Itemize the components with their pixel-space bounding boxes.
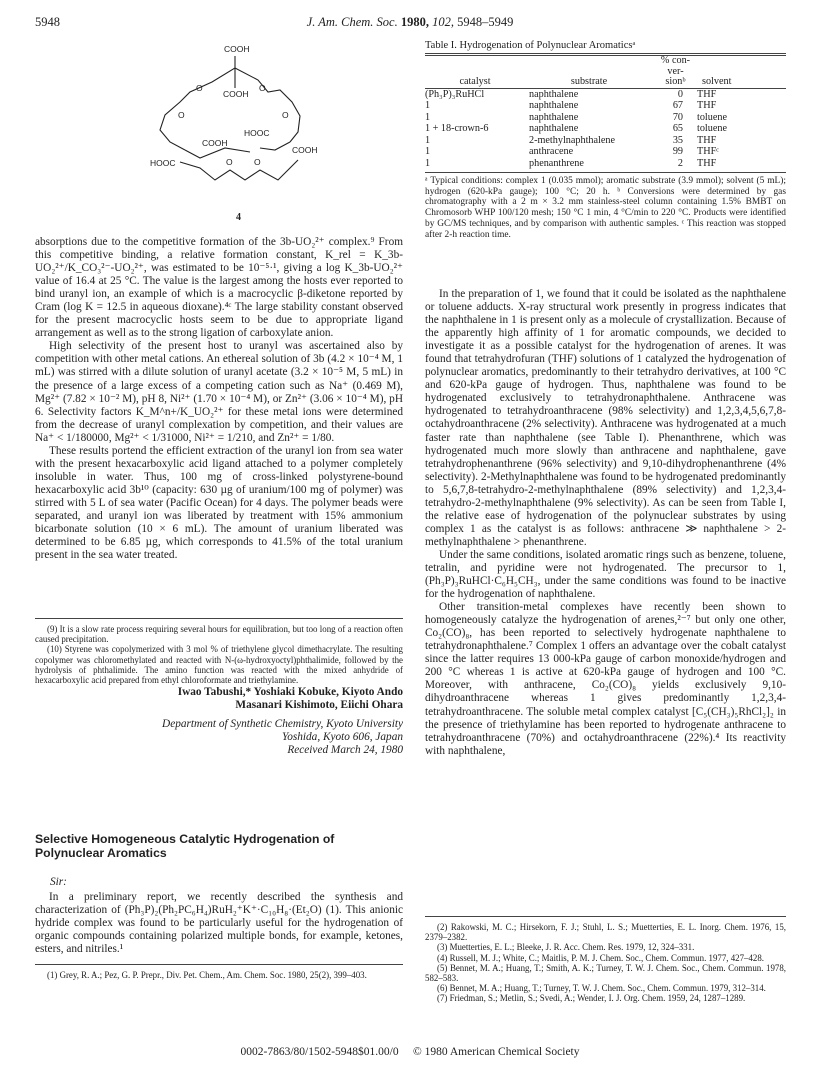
footnote: (7) Friedman, S.; Metlin, S.; Svedi, A.; Wender, I. J. Org. Chem. 1959, 24, 1287–1289. [437,993,746,1004]
col-header-substrate: substrate [570,75,608,87]
footnote: (9) It is a slow rate process requiring several hours for equilibration, but too long of a reaction often caused precipitation. [35,624,403,645]
right-column-body [425,288,786,758]
ether-o-3: O [178,110,185,120]
footnote-divider [35,618,403,619]
journal-volume: 102, [432,15,454,29]
cell-catalyst: 1 [425,111,431,123]
cell-solvent: THF [697,100,717,112]
cell-substrate: anthracene [529,146,574,158]
authors-line-1: Iwao Tabushi,* Yoshiaki Kobuke, Kiyoto Ando [177,686,403,698]
intro-paragraph: In a preliminary report, we recently described the synthesis and characterization of (Ph₃P)₂(Ph₂PC₆H₄)RuH₂⁺K⁺·C₁₀H₈·(Et₂O) (1). This anionic hydride complex was found to be particularly useful for the hydrogenation of organic compounds containing polarized multiple bonds, for example, ketones, esters, and nitriles.¹ [35,891,403,956]
cell-conversion: 99 [672,146,683,158]
paragraph: In the preparation of 1, we found that it could be isolated as the naphthalene or toluene adducts. X-ray structural work presently in progress indicates that the naphthalene in 1 is present only as a molecule of crystallization. Because of the apparently high affinity of 1 for aromatic compounds, we decided to investigate it as a possible catalyst for the hydrogenation of arenes. It was found that tetrahydrofuran (THF) solutions of 1 catalyzed the hydrogenation of polynuclear aromatics, predominantly to their tetrahydro derivatives, at 100 °C and 620-kPa gauge of hydrogen. Thus, naphthalene was found to be hydrogenated exclusively to tetrahydronaphthalene. Anthracene was hydrogenated to tetrahydroanthracene (98% selectivity) and 1,2,3,4,5,6,7,8-octahydroanthracene (2% selectivity). Anthracene was hydrogenated at a much faster rate than naphthalene (see Table I). Phenanthrene, which was hydrogenated much more slowly than anthracene and naphthalene, gave tetrahydrophenanthrene (96% selectivity) and 9,10-dihydrophenanthrene (4% selectivity). 2-Methylnaphthalene was found to be hydrogenated predominantly to 5,6,7,8-tetrahydro-2-methylnaphthalene (89% selectivity) and 1,2,3,4-tetrahydro-2-methylnaphthalene (9% selectivity). As can be seen from Table I, the relative ease of hydrogenation of the polynuclear substrates by using complex 1 as the catalyst is as follows: anthracene ≫ naphthalene > 2-methylnaphthalene > phenanthrene. [425,288,786,548]
cell-conversion: 65 [672,123,683,135]
cell-substrate: naphthalene [529,111,579,123]
left-footnotes [35,624,403,685]
ring-mid-bonds [185,148,250,158]
cell-catalyst: (Ph₃P)₃RuHCl [425,88,485,100]
ring-bottom-chain [180,160,298,180]
affiliation-line-1: Department of Synthetic Chemistry, Kyoto University [162,718,403,730]
footnote: (5) Bennet, M. A.; Huang, T.; Smith, A. K.; Turney, T. W. J. Chem. Soc., Chem. Commun. 1978, 582–583. [425,962,786,984]
col-header-conversion-line: ver- [667,65,684,77]
structure-label: 4 [236,212,241,223]
cell-catalyst: 1 [425,146,431,158]
cooh-right-label: COOH [292,145,318,155]
col-header-conversion-line: % con- [660,55,691,66]
page-footer [0,1046,820,1058]
table-row [425,135,786,147]
macrocycle-structure-4 [140,40,340,230]
table-1 [425,40,786,241]
journal-abbrev: J. Am. Chem. Soc. [306,15,398,29]
paragraph: Other transition-metal complexes have recently been shown to homogeneously catalyze the hydrogenation of arenes,²⁻⁷ but only one other, Co₂(CO)₈, has been reported to selectively hydrogenate naphthalene to tetrahydronaphthalene.⁷ Complex 1 offers an advantage over the cobalt catalyst since the latter requires 13 000-kPa gauge of carbon monoxide/hydrogen and 200 °C whereas 1 is active at 620-kPa gauge of hydrogen and 100 °C. Moreover, with anthracene, Co₂(CO)₈ yields exclusively 9,10-dihydroanthracene whereas 1 gives predominantly 1,2,3,4-tetrahydroanthracene. The soluble metal complex catalyst [C₅(CH₃)₅RhCl₂]₂ in the presence of triethylamine has been reported to hydrogenate anthracene to tetrahydroanthracene (70%) and octahydroanthracene (22%).⁴ Its reactivity with naphthalene, [425,601,786,757]
cell-substrate: phenanthrene [529,158,584,170]
col-header-catalyst: catalyst [459,75,491,87]
table-row [425,112,786,124]
left-footnote-1 [35,970,403,980]
cooh-mid-label: COOH [223,89,249,99]
cell-solvent: toluene [697,123,727,135]
cell-substrate: 2-methylnaphthalene [529,134,615,146]
table-row [425,158,786,170]
article-title: Selective Homogeneous Catalytic Hydrogenation of Polynuclear Aromatics [35,832,335,860]
journal-year: 1980, [400,15,429,29]
paragraph: Under the same conditions, isolated aromatic rings such as benzene, toluene, tetralin, and pyridine were not hydrogenated. The precursor to 1, (Ph₃P)₃RuHCl·C₆H₅CH₃, under the same conditions was found to be inactive for the hydrogenation of naphthalene. [425,548,786,601]
cell-catalyst: 1 [425,100,431,112]
cell-conversion: 0 [677,88,683,100]
footnote: (3) Muetterties, E. L.; Bleeke, J. R. Acc. Chem. Res. 1979, 12, 324–331. [437,942,695,953]
table-rows [425,89,786,170]
ring-right-bonds [260,142,290,150]
cell-catalyst: 1 + 18-crown-6 [425,123,489,135]
cooh-top-label: COOH [224,44,250,54]
cell-conversion: 67 [672,100,683,112]
table-header-row [425,56,786,88]
cell-substrate: naphthalene [529,100,579,112]
col-header-conversion-line: sionᵇ [665,76,686,87]
affiliation-line-2: Yoshida, Kyoto 606, Japan [281,731,403,743]
cell-solvent: THF [697,158,717,170]
table-bottom-rule [425,172,786,173]
cell-solvent: THF [697,88,717,100]
ring-left-arc [160,56,235,150]
ether-o-2: O [259,83,266,93]
footnote-divider [425,916,786,917]
cell-solvent: THF [697,134,717,146]
footnote: (4) Russell, M. J.; White, C.; Maitlis, P. M. J. Chem. Soc., Chem. Commun. 1977, 427–428. [437,952,764,963]
cell-substrate: naphthalene [529,123,579,135]
footnote: (2) Rakowski, M. C.; Hirsekorn, F. J.; Stuhl, L. S.; Muetterties, E. L. Inorg. Chem. 1976, 15, 2379–2382. [425,922,786,943]
cooh-left-label: COOH [202,138,228,148]
cell-solvent: toluene [697,111,727,123]
footnote: (10) Styrene was copolymerized with 3 mol % of triethylene glycol dimethacrylate. The resulting copolymer was chloromethylated and reacted with N-(ω-hydroxyoctyl)phthalimide, followed by the hydrolysis of phthalimide. The amino function was reacted with the mixed anhydride of hexacarboxylic acid prepared from ethyl chloroformate and triethylamine. [35,644,403,686]
table-row [425,146,786,158]
affiliation-block [35,718,403,757]
received-date: Received March 24, 1980 [287,744,403,756]
table-footnote: ᵃ Typical conditions: complex 1 (0.035 mmol); aromatic substrate (3.9 mmol); solvent (5 mL); hydrogen (620-kPa gauge); 100 °C; 20 h. ᵇ Conversions were determined by gas chromatography with a 2 m × 3.2 mm stainless-steel column containing 1.5% BMBT on Chromosorb WHP 100/120 mesh; 150 °C 1 min, 4 °C/min to 220 °C. Products were identified by GC/MS techniques, and by comparison with authentic samples. ᶜ This reaction was stopped after 2-h reaction time. [425,175,786,241]
intro-paragraph-block [35,891,403,956]
cell-substrate: naphthalene [529,88,579,100]
table-body [425,56,786,88]
salutation: Sir: [50,876,67,888]
running-header [0,15,820,30]
left-column-body [35,236,403,562]
col-header-conversion [653,56,702,88]
page-number: 5948 [35,15,60,29]
hooc-mid-label: HOOC [244,128,270,138]
cell-conversion: 2 [677,158,683,170]
col-header-solvent: solvent [702,75,732,87]
ether-o-6: O [254,157,261,167]
table-row [425,123,786,135]
cell-catalyst: 1 [425,134,431,146]
table-row [425,89,786,101]
cell-solvent: THFᶜ [697,146,719,158]
cell-conversion: 70 [672,111,683,123]
footnote-divider [35,964,403,965]
paragraph: High selectivity of the present host to uranyl was ascertained also by competition with other metal cations. An ethereal solution of 3b (4.2 × 10⁻⁴ M, 1 mL) was stirred with a dilute solution of uranyl acetate (3.2 × 10⁻⁵ M, 5 mL) in the presence of a large excess of a competing cation such as Na⁺ (0.469 M), Mg²⁺ (7.82 × 10⁻² M), pH 8, Ni²⁺ (1.70 × 10⁻⁴ M), or Zn²⁺ (3.06 × 10⁻⁴ M), pH 6. Selectivity factors K_M^n+/K_UO₂²⁺ for these metal ions were determined from the decrease of uranyl complexation by competition, and their values are Na⁺ < 1/180000, Mg²⁺ < 1/31000, Ni²⁺ = 1/210, and Zn²⁺ = 1/80. [35,340,403,444]
paragraph: These results portend the efficient extraction of the uranyl ion from sea water with the present hexacarboxylic acid ligand attached to a polymer completely insoluble in water. Thus, 100 mg of cross-linked polystyrene-bound hexacarboxylic acid 3b¹⁰ (capacity: 630 µg of uranium/100 mg of polymer) was stirred with 5 L of sea water (Pacific Ocean) for 4 days. The polymer beads were separated, and uranyl ion was liberated by treatment with 15% ammonium bicarbonate solution (10 × 6 mL). The amount of uranium liberated was determined to be 6.85 µg, which corresponds to 41.5% of the total uranium present in the sea water treated. [35,444,403,562]
footnote: (6) Bennet, M. A.; Huang, T.; Turney, T. W. J. Chem. Soc., Chem. Commun. 1979, 312–314. [437,983,766,994]
journal-pages: 5948–5949 [457,15,514,29]
ether-o-5: O [226,157,233,167]
footnote: (1) Grey, R. A.; Pez, G. P. Prepr., Div. Pet. Chem., Am. Chem. Soc. 1980, 25(2), 399–403. [47,970,367,980]
right-footnotes [425,922,786,1004]
ether-o-4: O [282,110,289,120]
table-top-rule [425,53,786,54]
cell-conversion: 35 [672,134,683,146]
table-title: Table I. Hydrogenation of Polynuclear Aromaticsᵃ [425,40,636,51]
cell-catalyst: 1 [425,158,431,170]
hooc-left-label: HOOC [150,158,176,168]
author-block [35,686,403,712]
ether-o-1: O [196,83,203,93]
table-row [425,100,786,112]
article-code: 0002-7863/80/1502-5948$01.00/0 [240,1046,399,1058]
authors-line-2: Masanari Kishimoto, Eiichi Ohara [235,699,403,711]
copyright: © 1980 American Chemical Society [412,1046,580,1058]
paragraph: absorptions due to the competitive formation of the 3b-UO₂²⁺ complex.⁹ From this competitive binding, a relative formation constant, K_rel = K_3b-UO₂²⁺/K_CO₃²⁻-UO₂²⁺, was estimated to be 10⁻⁵·¹, giving a log K_3b-UO₂²⁺ value of 16.4 at 25 °C. The value is the largest among the hosts ever reported to bind uranyl ion, an example of which is a macrocyclic β-diketone reported by Cram (log K = 12.5 in aqueous dioxane).⁴ᶜ The large stability constant observed for the present macrocyclic hosts seem to be due to appropriate ligand arrangement as well as to the strong ligation of carboxylate anion. [35,236,403,340]
